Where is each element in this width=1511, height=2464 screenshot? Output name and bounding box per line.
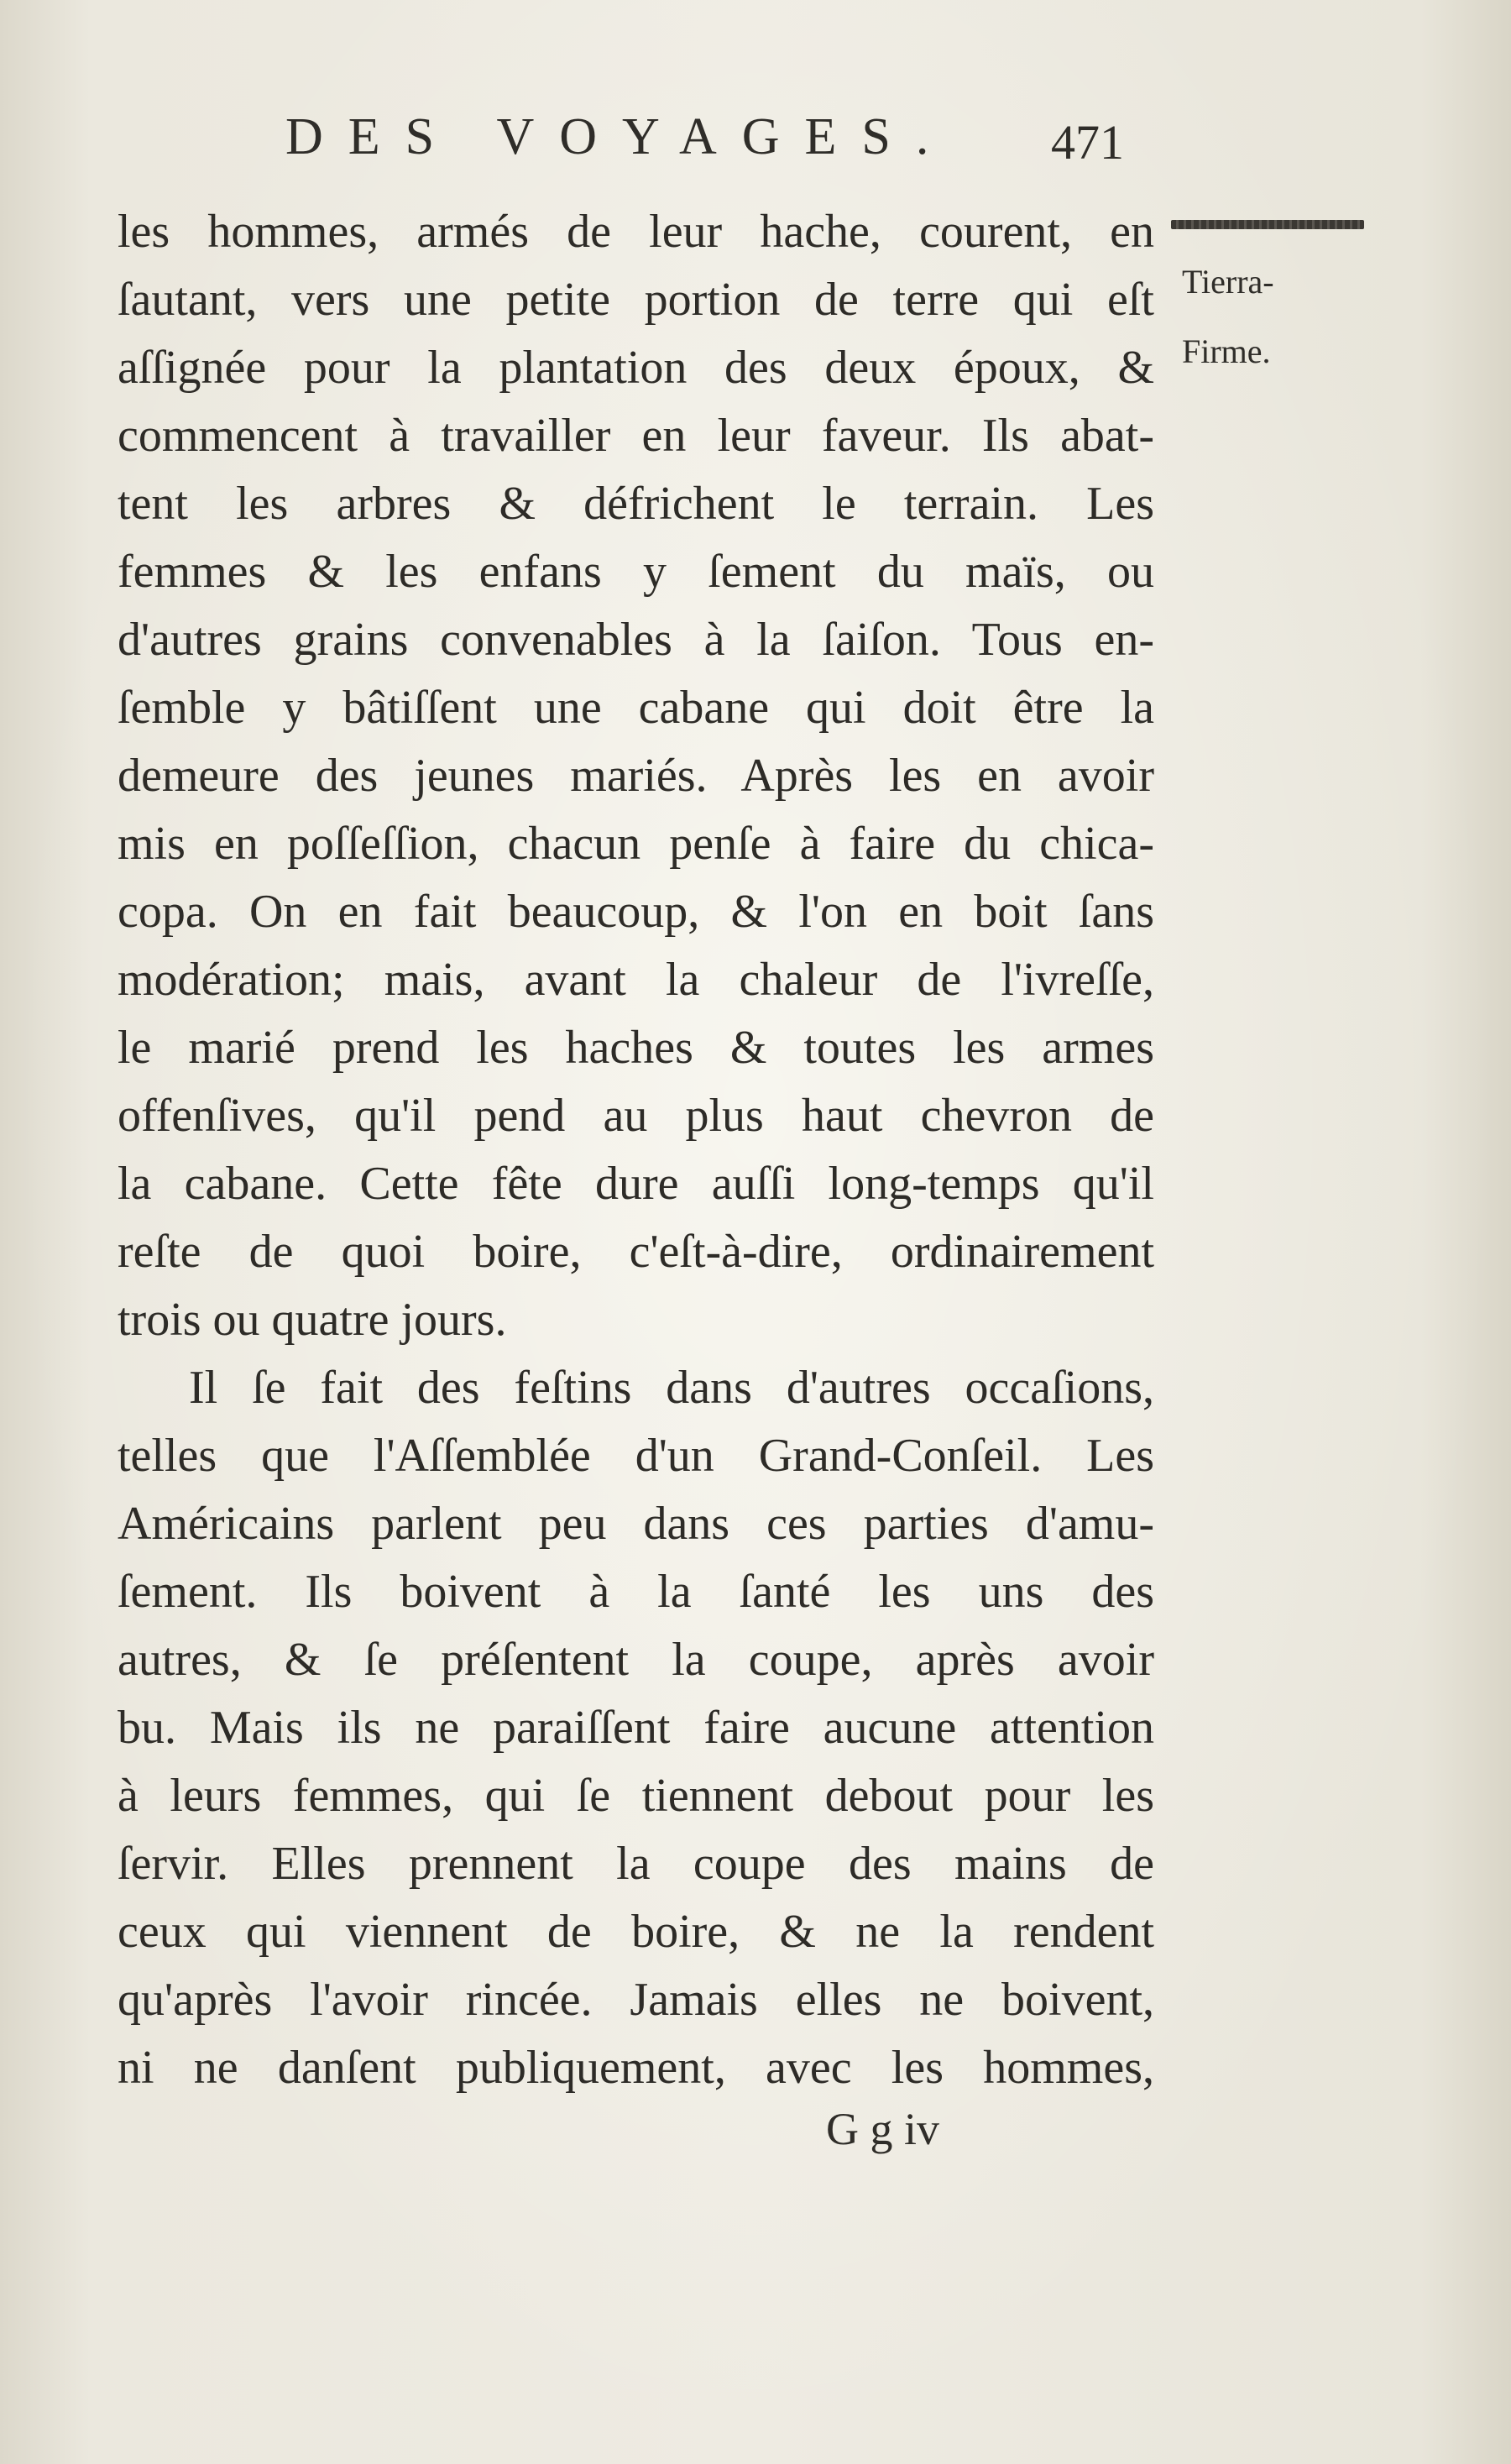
text-line: commencent à travailler en leur faveur. Ils abat-	[118, 410, 1154, 462]
text-line: femmes & les enfans y ſement du maïs, ou	[118, 546, 1154, 598]
text-line: ni ne danſent publiquement, avec les hommes,	[118, 2042, 1154, 2094]
text-line: les hommes, armés de leur hache, courent, en	[118, 206, 1154, 258]
text-line: ceux qui viennent de boire, & ne la rendent	[118, 1906, 1154, 1958]
text-line: offenſives, qu'il pend au plus haut chevron de	[118, 1090, 1154, 1142]
text-line: la cabane. Cette fête dure auſſi long-temps qu'il	[118, 1158, 1154, 1210]
text-line-paragraph-end: trois ou quatre jours.	[118, 1294, 507, 1346]
text-line: ſemble y bâtiſſent une cabane qui doit être la	[118, 682, 1154, 734]
text-line: reſte de quoi boire, c'eſt-à-dire, ordinairement	[118, 1226, 1154, 1278]
signature-catchword: G g iv	[826, 2104, 939, 2154]
text-line: ſervir. Elles prennent la coupe des mains de	[118, 1838, 1154, 1890]
body-text	[118, 198, 1154, 2102]
text-line: demeure des jeunes mariés. Après les en avoir	[118, 750, 1154, 802]
text-line: à leurs femmes, qui ſe tiennent debout pour les	[118, 1770, 1154, 1822]
running-title: DES VOYAGES.	[285, 108, 954, 165]
page-number: 471	[1051, 115, 1124, 170]
text-line: tent les arbres & défrichent le terrain. Les	[118, 478, 1154, 530]
text-line: autres, & ſe préſentent la coupe, après avoir	[118, 1634, 1154, 1686]
text-line: qu'après l'avoir rincée. Jamais elles ne boivent,	[118, 1974, 1154, 2026]
text-line: Américains parlent peu dans ces parties d'amu-	[118, 1498, 1154, 1550]
text-line: bu. Mais ils ne paraiſſent faire aucune attention	[118, 1702, 1154, 1754]
text-line: aſſignée pour la plantation des deux époux, &	[118, 342, 1154, 394]
text-line: modération; mais, avant la chaleur de l'ivreſſe,	[118, 954, 1154, 1006]
margin-note-line-1: Tierra-	[1182, 263, 1274, 301]
text-line: telles que l'Aſſemblée d'un Grand-Conſeil. Les	[118, 1430, 1154, 1482]
text-line: mis en poſſeſſion, chacun penſe à faire du chica-	[118, 818, 1154, 870]
text-line: d'autres grains convenables à la ſaiſon. Tous en-	[118, 614, 1154, 666]
text-line: ſautant, vers une petite portion de terre qui eſt	[118, 274, 1154, 326]
text-line-paragraph-start: Il ſe fait des feſtins dans d'autres occaſions,	[189, 1362, 1154, 1414]
text-line: copa. On en fait beaucoup, & l'on en boit ſans	[118, 886, 1154, 938]
margin-rule-divider	[1171, 220, 1364, 229]
text-line: ſement. Ils boivent à la ſanté les uns des	[118, 1566, 1154, 1618]
text-line: le marié prend les haches & toutes les armes	[118, 1022, 1154, 1074]
margin-note-line-2: Firme.	[1182, 332, 1271, 370]
